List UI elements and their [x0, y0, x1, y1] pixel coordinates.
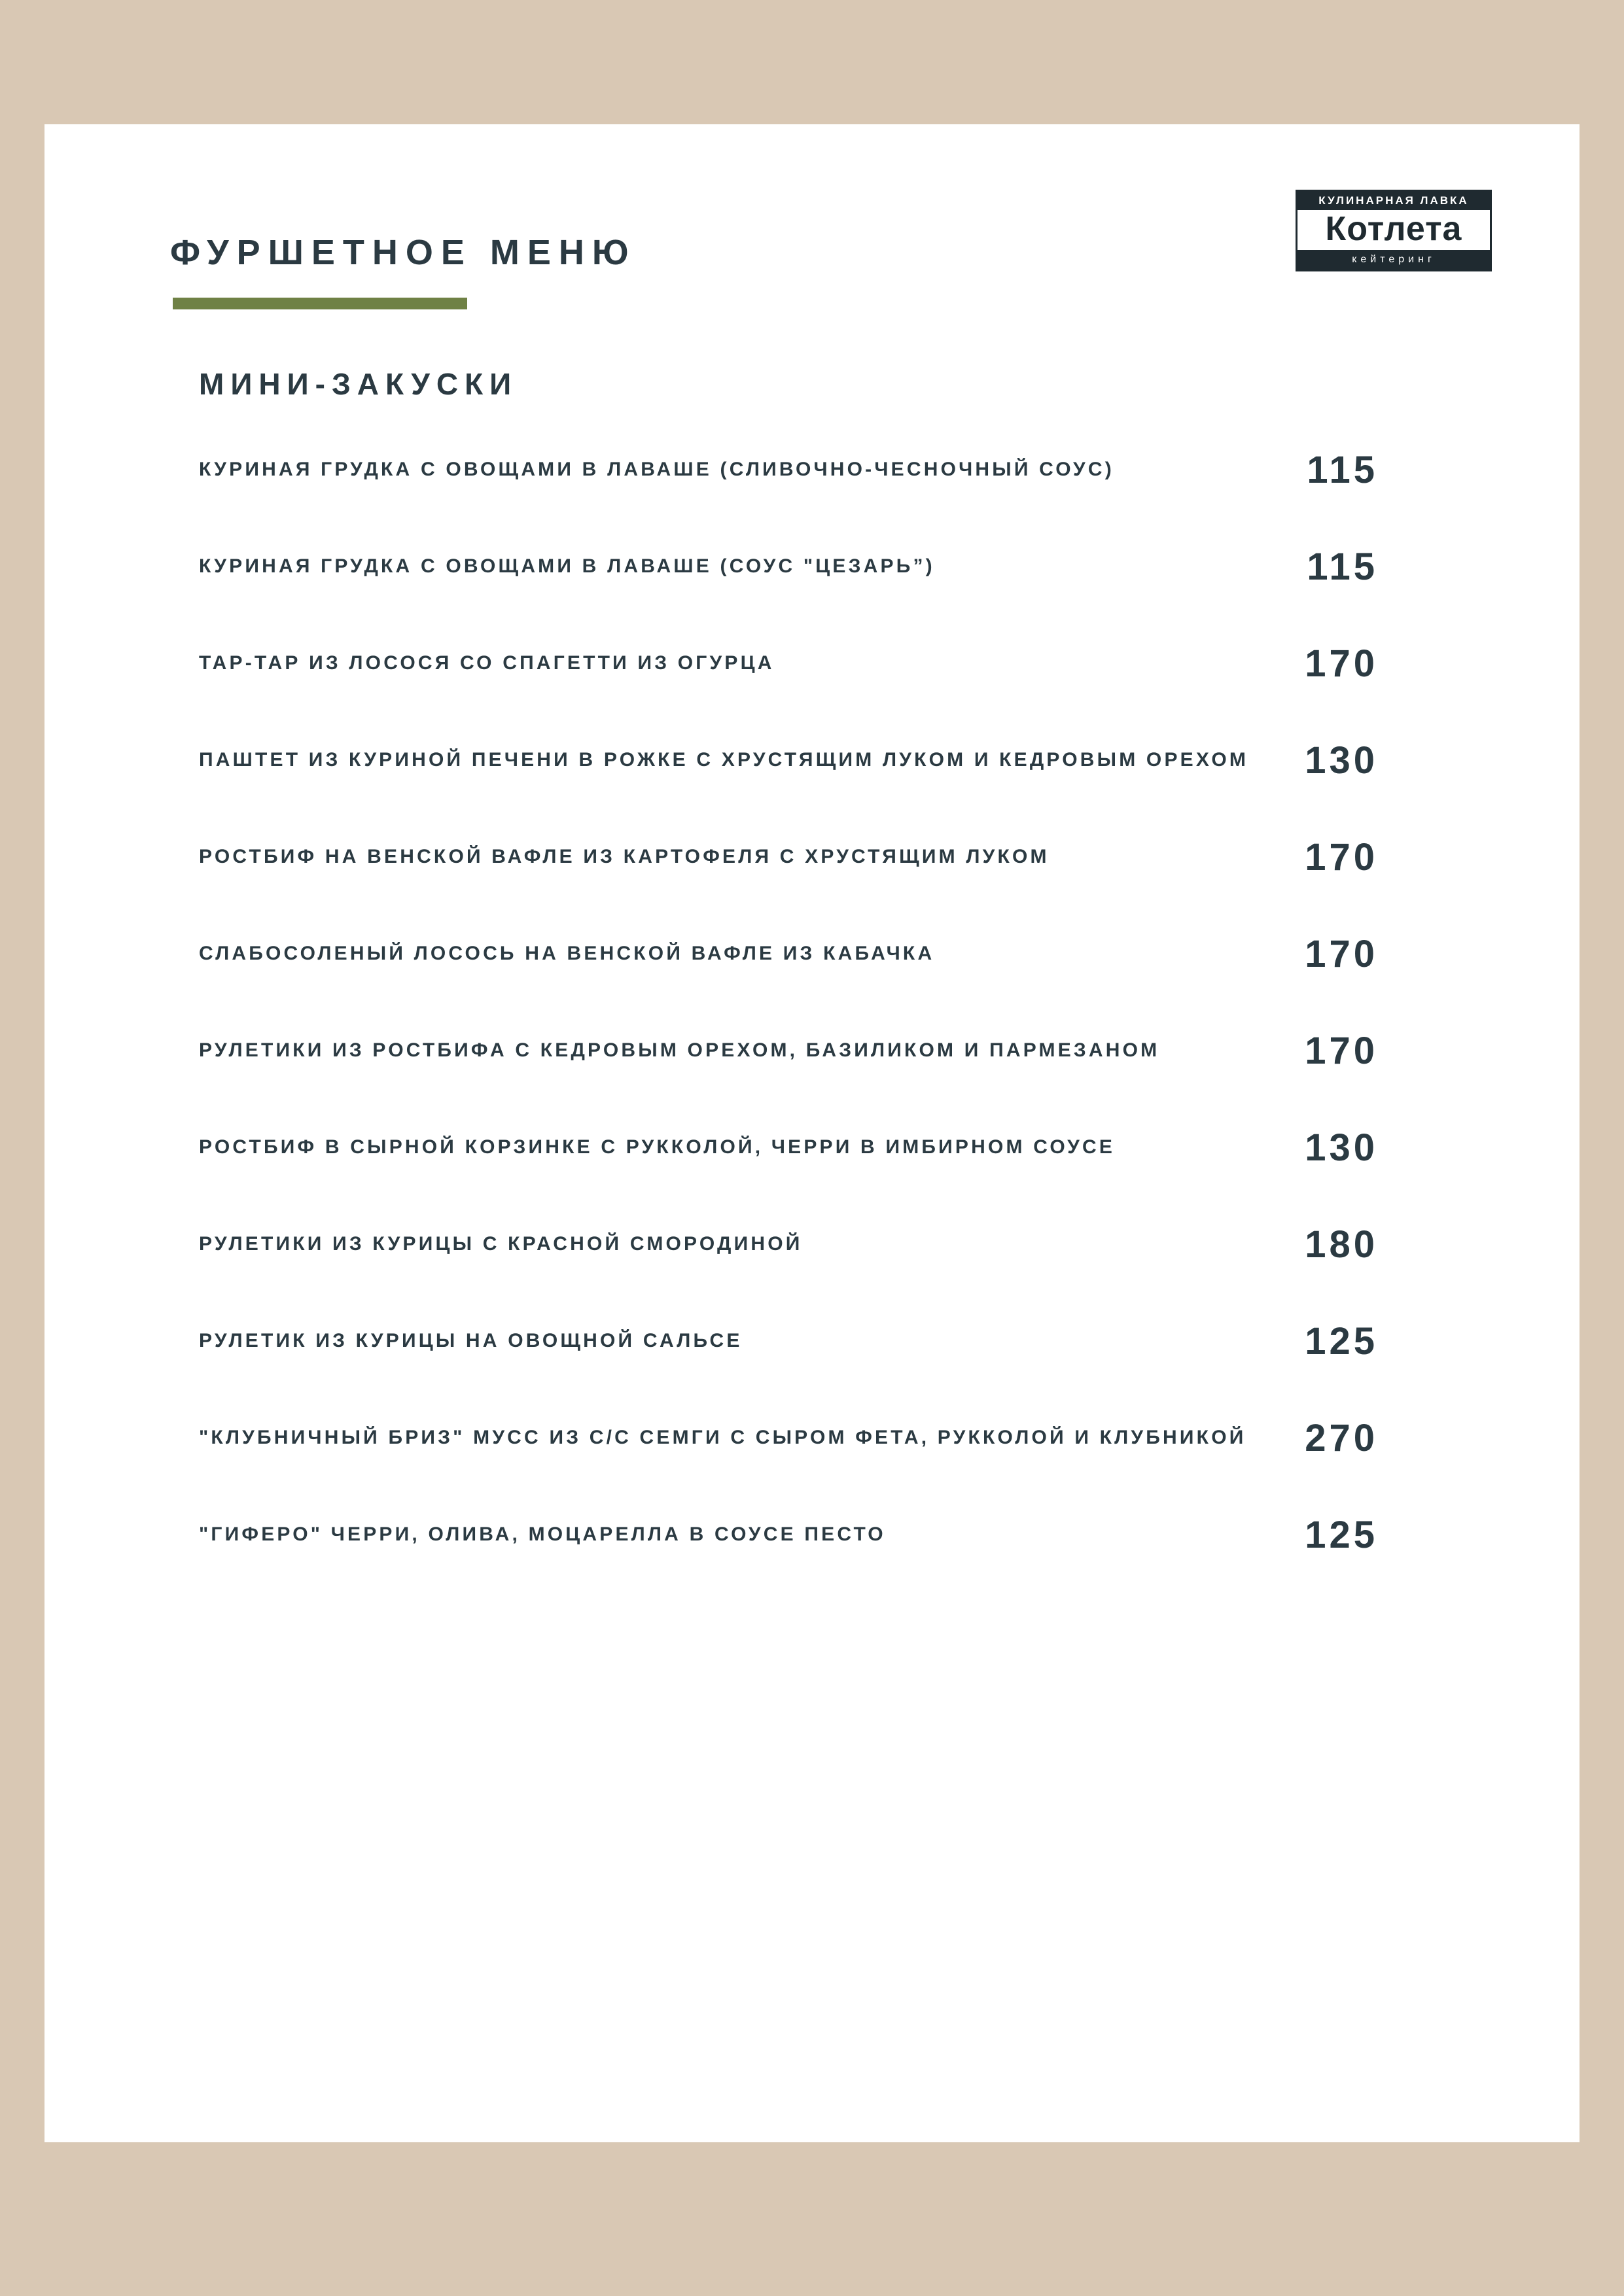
title-underline-rule [173, 298, 467, 309]
menu-item-name: СЛАБОСОЛЕНЫЙ ЛОСОСЬ НА ВЕНСКОЙ ВАФЛЕ ИЗ КАБАЧКА [199, 942, 935, 964]
menu-item [199, 632, 1383, 695]
menu-item [199, 1406, 1383, 1469]
menu-item-price: 130 [1305, 1126, 1378, 1169]
menu-item [199, 729, 1383, 791]
menu-section [44, 366, 1580, 1566]
menu-item-price: 170 [1305, 1029, 1378, 1072]
brand-logo-top-text: КУЛИНАРНАЯ ЛАВКА [1297, 192, 1490, 210]
brand-logo [1296, 190, 1492, 271]
menu-item [199, 1116, 1383, 1179]
menu-item-name: РУЛЕТИКИ ИЗ РОСТБИФА С КЕДРОВЫМ ОРЕХОМ, БАЗИЛИКОМ И ПАРМЕЗАНОМ [199, 1039, 1160, 1061]
menu-item-price: 170 [1305, 835, 1378, 878]
menu-item-name: "КЛУБНИЧНЫЙ БРИЗ" МУСС ИЗ С/С СЕМГИ С СЫРОМ ФЕТА, РУККОЛОЙ И КЛУБНИКОЙ [199, 1426, 1246, 1448]
brand-logo-bottom-text: кейтеринг [1297, 250, 1490, 270]
menu-item-price: 170 [1305, 932, 1378, 975]
page-title: ФУРШЕТНОЕ МЕНЮ [170, 233, 637, 272]
menu-item [199, 1310, 1383, 1372]
menu-item [199, 1213, 1383, 1276]
menu-item-name: РУЛЕТИК ИЗ КУРИЦЫ НА ОВОЩНОЙ САЛЬСЕ [199, 1329, 743, 1351]
menu-item-list [199, 438, 1383, 1566]
page-header [44, 124, 1580, 321]
brand-logo-name: Котлета [1325, 210, 1462, 248]
menu-item-price: 270 [1305, 1416, 1378, 1459]
menu-item-name: ПАШТЕТ ИЗ КУРИНОЙ ПЕЧЕНИ В РОЖКЕ С ХРУСТЯЩИМ ЛУКОМ И КЕДРОВЫМ ОРЕХОМ [199, 748, 1249, 771]
menu-item-price: 125 [1305, 1319, 1378, 1363]
menu-item-name: ТАР-ТАР ИЗ ЛОСОСЯ СО СПАГЕТТИ ИЗ ОГУРЦА [199, 652, 775, 674]
menu-item-name: РОСТБИФ В СЫРНОЙ КОРЗИНКЕ С РУККОЛОЙ, ЧЕРРИ В ИМБИРНОМ СОУСЕ [199, 1136, 1116, 1158]
menu-page [44, 124, 1580, 2142]
section-title: МИНИ-ЗАКУСКИ [199, 367, 518, 401]
menu-item [199, 922, 1383, 985]
menu-item-price: 125 [1305, 1513, 1378, 1556]
menu-item-price: 115 [1307, 448, 1378, 491]
menu-item [199, 1019, 1383, 1082]
menu-item-name: КУРИНАЯ ГРУДКА С ОВОЩАМИ В ЛАВАШЕ (СОУС "ЦЕЗАРЬ”) [199, 555, 935, 577]
menu-item-price: 115 [1307, 545, 1378, 588]
menu-item [199, 535, 1383, 598]
menu-item-name: КУРИНАЯ ГРУДКА С ОВОЩАМИ В ЛАВАШЕ (СЛИВОЧНО-ЧЕСНОЧНЫЙ СОУС) [199, 458, 1114, 480]
menu-item [199, 438, 1383, 501]
menu-item-name: "ГИФЕРО" ЧЕРРИ, ОЛИВА, МОЦАРЕЛЛА В СОУСЕ ПЕСТО [199, 1523, 886, 1545]
menu-item-price: 130 [1305, 739, 1378, 782]
menu-item [199, 826, 1383, 888]
menu-item [199, 1503, 1383, 1566]
menu-item-price: 170 [1305, 642, 1378, 685]
menu-item-name: РОСТБИФ НА ВЕНСКОЙ ВАФЛЕ ИЗ КАРТОФЕЛЯ С ХРУСТЯЩИМ ЛУКОМ [199, 845, 1050, 867]
menu-item-price: 180 [1305, 1223, 1378, 1266]
menu-item-name: РУЛЕТИКИ ИЗ КУРИЦЫ С КРАСНОЙ СМОРОДИНОЙ [199, 1232, 803, 1255]
